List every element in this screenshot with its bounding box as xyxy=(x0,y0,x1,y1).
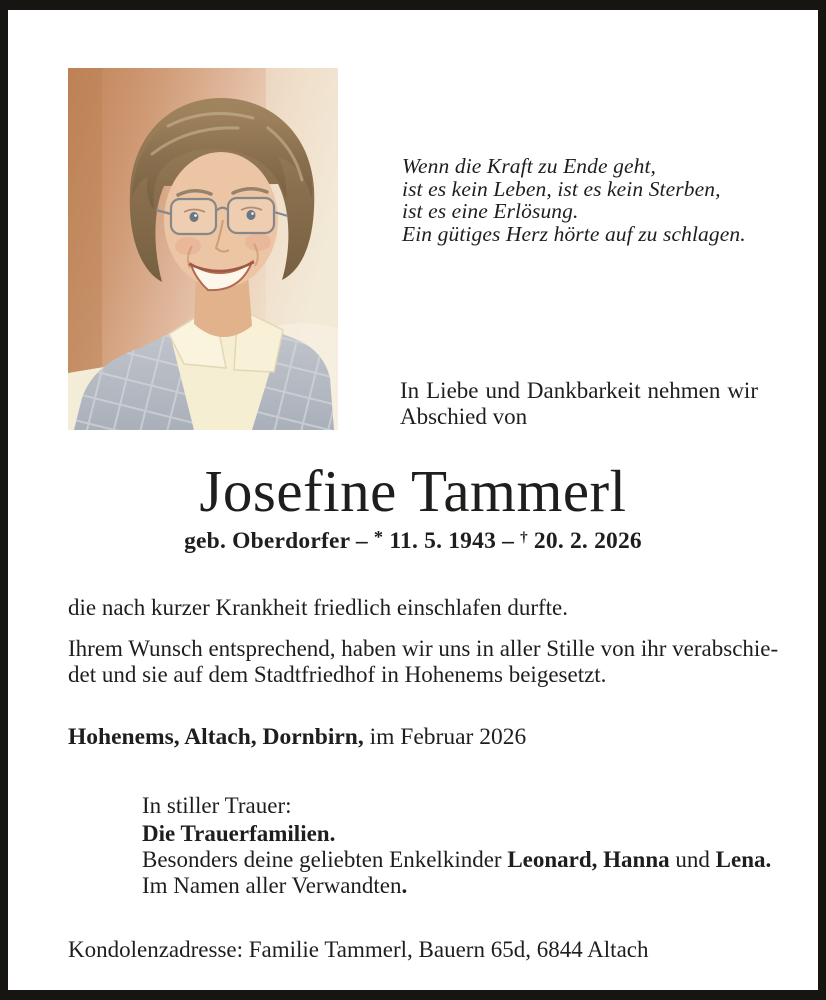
birth-name: geb. Oberdorfer – xyxy=(184,528,374,555)
poem-line: ist es eine Erlösung. xyxy=(402,199,579,224)
place-names: Hohenems, Altach, Dornbirn, xyxy=(68,724,364,750)
condolence-address: Kondolenzadresse: Familie Tammerl, Bauern 65d, 6844 Altach xyxy=(68,937,649,962)
poem-line: ist es kein Leben, ist es kein Sterben, xyxy=(402,176,721,201)
relatives-period: . xyxy=(401,873,408,898)
poem-line: Ein gütiges Herz hörte auf zu schlagen. xyxy=(402,221,746,246)
body-paragraph-1: die nach kurzer Krankheit friedlich einschlafen durfte. xyxy=(68,595,569,620)
poem xyxy=(402,155,746,245)
birth-symbol: * xyxy=(373,527,384,547)
birth-date: 11. 5. 1943 – xyxy=(383,528,521,555)
obituary-card xyxy=(8,10,818,990)
deceased-name: Josefine Tammerl xyxy=(199,458,627,524)
month-year: im Februar 2026 xyxy=(363,724,527,750)
intro-text xyxy=(400,378,758,429)
death-date: 20. 2. 2026 xyxy=(527,528,642,555)
portrait-illustration xyxy=(68,68,338,430)
mourning-line-4 xyxy=(142,873,771,899)
grandchildren-text-2: und xyxy=(669,847,716,872)
portrait-photo xyxy=(68,68,338,430)
grandchildren-names-2: Lena. xyxy=(715,847,772,872)
intro-line-1: In Liebe und Dankbarkeit nehmen wir xyxy=(400,378,758,403)
cheek-left xyxy=(175,237,201,255)
body-paragraph-2 xyxy=(68,636,778,687)
grandchildren-text-1: Besonders deine geliebten Enkelkinder xyxy=(142,847,508,872)
mourning-block xyxy=(142,793,771,899)
body-paragraph-2-line-2: det und sie auf dem Stadtfriedhof in Hohenems beigesetzt. xyxy=(68,661,607,687)
mourning-line-1: In stiller Trauer: xyxy=(142,793,292,818)
grandchildren-names-1: Leonard, Hanna xyxy=(507,847,670,872)
cheek-right xyxy=(245,233,271,251)
poem-line: Wenn die Kraft zu Ende geht, xyxy=(402,154,657,178)
body-paragraph-2-line-1: Ihrem Wunsch entsprechend, haben wir uns in aller Stille von ihr verabschie- xyxy=(68,636,779,661)
mourning-family: Die Trauerfamilien. xyxy=(142,821,336,846)
relatives-text: Im Namen aller Verwandten xyxy=(142,873,402,898)
death-symbol: † xyxy=(520,529,528,546)
birth-death-line xyxy=(8,527,818,555)
place-date-line xyxy=(68,724,526,751)
mourning-grandchildren xyxy=(142,847,771,873)
intro-line-2: Abschied von xyxy=(400,403,528,429)
